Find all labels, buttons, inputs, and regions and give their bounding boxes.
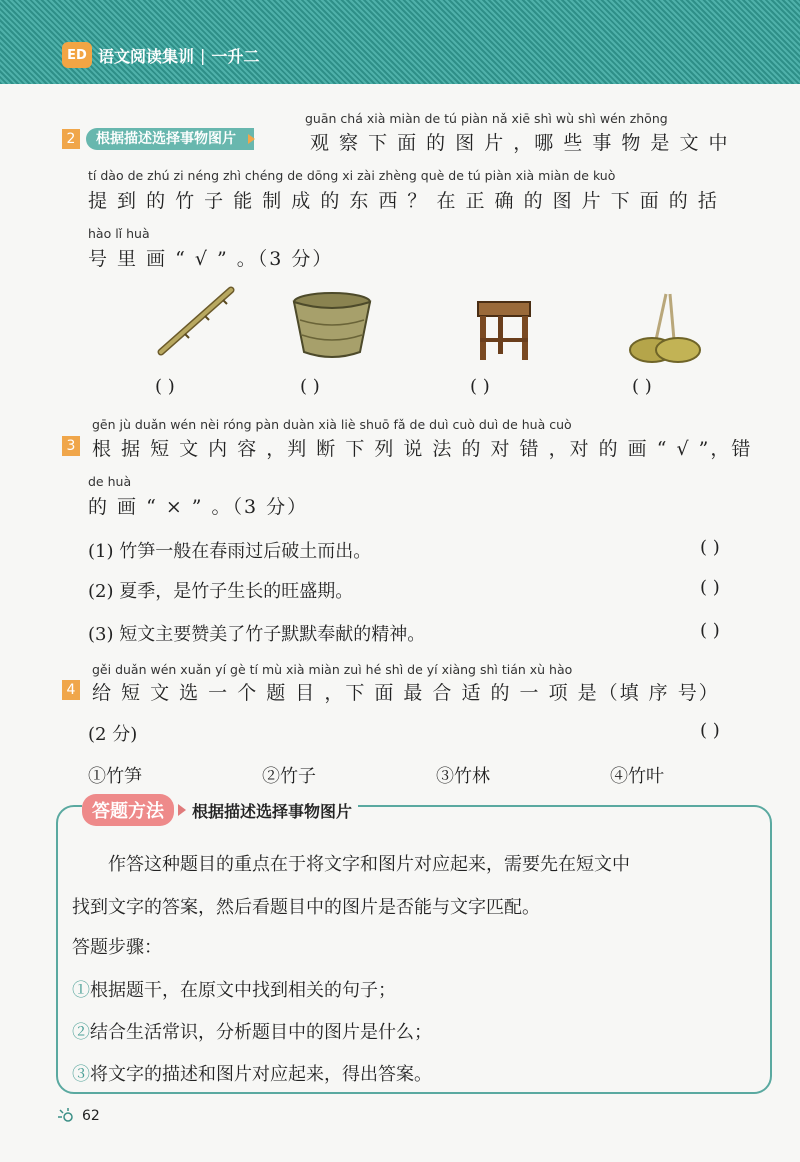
- q2-pinyin-line3: hào lǐ huà: [88, 226, 150, 241]
- book-series-title: 语文阅读集训: [98, 46, 195, 66]
- q2-answer-paren-4[interactable]: ( ): [632, 376, 652, 397]
- q4-option-1: ①竹笋: [88, 766, 142, 787]
- method-paragraph-line1: 作答这种题目的重点在于将文字和图片对应起来，需要先在短文中: [108, 854, 630, 875]
- q3-pinyin-line1: gēn jù duǎn wén nèi róng pàn duàn xià liè shuō fǎ de duì cuò duì de huà cuò: [92, 417, 572, 432]
- q4-option-4: ④竹叶: [610, 766, 664, 787]
- q2-text-line2: 提 到 的 竹 子 能 制 成 的 东 西 ？ 在 正 确 的 图 片 下 面 的 括: [88, 190, 719, 212]
- page-header-band: [0, 0, 800, 84]
- q2-pinyin-line1: guān chá xià miàn de tú piàn nǎ xiē shì wù shì wén zhōng: [305, 111, 668, 126]
- method-subtitle: 根据描述选择事物图片: [192, 801, 353, 821]
- q2-text-line1: 观 察 下 面 的 图 片 ，哪 些 事 物 是 文 中: [310, 132, 730, 154]
- title-separator: |: [200, 45, 206, 65]
- q3-answer-paren-3[interactable]: ( ): [700, 620, 720, 641]
- q4-option-2: ②竹子: [262, 766, 316, 787]
- method-steps-label: 答题步骤：: [72, 937, 162, 958]
- q2-answer-paren-2[interactable]: ( ): [300, 376, 320, 397]
- q2-answer-paren-3[interactable]: ( ): [470, 376, 490, 397]
- method-step-2: ②结合生活常识，分析题目中的图片是什么；: [72, 1022, 432, 1043]
- method-badge: 答题方法: [82, 794, 174, 826]
- q2-text-line3: 号 里 画 “ √ ” 。（3 分）: [88, 248, 334, 270]
- q2-pinyin-line2: tí dào de zhú zi néng zhì chéng de dōng xi zài zhèng què de tú piàn xià miàn de kuò: [88, 168, 616, 183]
- book-grade: 一升二: [211, 46, 260, 66]
- q3-item-1: (1) 竹笋一般在春雨过后破土而出。: [88, 541, 372, 562]
- book-logo: ED: [62, 42, 92, 68]
- q4-text-line1: 给 短 文 选 一 个 题 目 ，下 面 最 合 适 的 一 项 是（填 序 号）: [92, 682, 720, 704]
- method-step-1: ①根据题干，在原文中找到相关的句子；: [72, 980, 396, 1001]
- sun-decoration-icon: [56, 1108, 78, 1124]
- q2-tag: 根据描述选择事物图片: [86, 128, 254, 150]
- q2-number: 2: [62, 129, 80, 149]
- method-arrow-icon: [178, 804, 186, 816]
- q3-pinyin-line2: de huà: [88, 474, 132, 489]
- q3-text-line2: 的 画 “ × ” 。（3 分）: [88, 496, 309, 518]
- q3-number: 3: [62, 436, 80, 456]
- q3-item-3: (3) 短文主要赞美了竹子默默奉献的精神。: [88, 624, 426, 645]
- bamboo-basket-picture: [290, 290, 375, 360]
- q3-answer-paren-1[interactable]: ( ): [700, 537, 720, 558]
- q4-score: (2 分): [88, 724, 138, 745]
- q3-text-line1: 根 据 短 文 内 容 ，判 断 下 列 说 法 的 对 错 ，对 的 画 “ √ ”，错: [92, 438, 753, 460]
- method-paragraph-line2: 找到文字的答案，然后看题目中的图片是否能与文字匹配。: [72, 897, 540, 918]
- q3-answer-paren-2[interactable]: ( ): [700, 577, 720, 598]
- bamboo-pole-picture: [155, 282, 240, 357]
- bamboo-broom-picture: [628, 290, 703, 365]
- page-number-text: 62: [82, 1108, 100, 1124]
- page-number: [56, 1108, 100, 1124]
- q2-heading: [62, 128, 254, 150]
- q4-number: 4: [62, 680, 80, 700]
- book-title: [62, 40, 259, 70]
- method-step-3: ③将文字的描述和图片对应起来，得出答案。: [72, 1064, 432, 1085]
- method-title: [82, 794, 358, 826]
- q3-item-2: (2) 夏季，是竹子生长的旺盛期。: [88, 581, 354, 602]
- q4-pinyin-line1: gěi duǎn wén xuǎn yí gè tí mù xià miàn zuì hé shì de yí xiàng shì tián xù hào: [92, 662, 573, 677]
- method-box: [56, 805, 772, 1094]
- bamboo-stool-picture: [472, 298, 537, 363]
- q2-answer-paren-1[interactable]: ( ): [155, 376, 175, 397]
- q4-answer-paren[interactable]: ( ): [700, 720, 720, 741]
- q4-option-3: ③竹林: [436, 766, 490, 787]
